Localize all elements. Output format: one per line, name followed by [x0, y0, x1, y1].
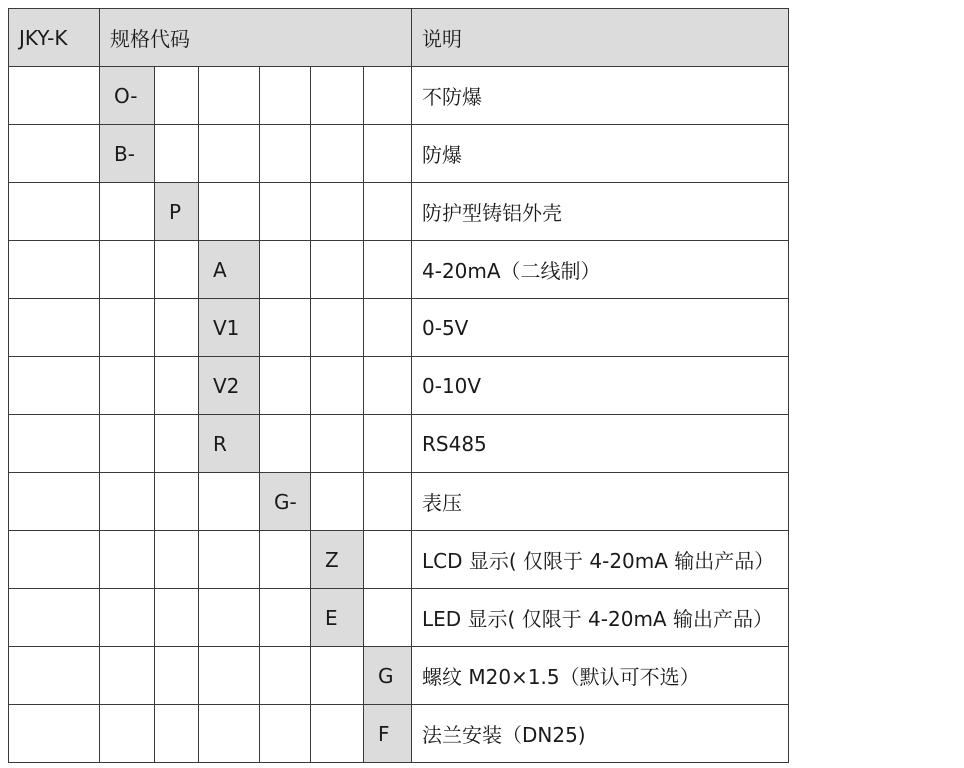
empty-cell: [311, 183, 364, 241]
empty-cell: [260, 241, 311, 299]
empty-cell: [9, 531, 100, 589]
empty-cell: [311, 299, 364, 357]
empty-cell: [100, 299, 155, 357]
empty-cell: [260, 125, 311, 183]
empty-cell: [100, 531, 155, 589]
empty-cell: [155, 357, 199, 415]
empty-cell: [155, 531, 199, 589]
row-description: LED 显示( 仅限于 4-20mA 输出产品）: [412, 589, 789, 647]
empty-cell: [100, 705, 155, 763]
empty-cell: [260, 299, 311, 357]
empty-cell: [364, 299, 412, 357]
header-row: [9, 9, 789, 67]
table-row: [9, 531, 789, 589]
empty-cell: [311, 357, 364, 415]
row-description: 防爆: [412, 125, 789, 183]
empty-cell: [199, 705, 260, 763]
table-row: [9, 415, 789, 473]
empty-cell: [311, 67, 364, 125]
empty-cell: [199, 183, 260, 241]
empty-cell: [311, 415, 364, 473]
table-row: [9, 183, 789, 241]
empty-cell: [260, 357, 311, 415]
empty-cell: [9, 705, 100, 763]
empty-cell: [311, 473, 364, 531]
empty-cell: [155, 125, 199, 183]
description-header: 说明: [412, 9, 789, 67]
empty-cell: [9, 589, 100, 647]
row-code: O-: [100, 67, 155, 125]
empty-cell: [199, 531, 260, 589]
empty-cell: [100, 241, 155, 299]
table-row: [9, 241, 789, 299]
empty-cell: [9, 299, 100, 357]
table-row: [9, 473, 789, 531]
empty-cell: [260, 647, 311, 705]
row-description: 表压: [412, 473, 789, 531]
empty-cell: [364, 589, 412, 647]
empty-cell: [9, 241, 100, 299]
row-description: 不防爆: [412, 67, 789, 125]
empty-cell: [260, 705, 311, 763]
empty-cell: [9, 647, 100, 705]
row-description: RS485: [412, 415, 789, 473]
table-row: [9, 125, 789, 183]
row-code: P: [155, 183, 199, 241]
empty-cell: [311, 241, 364, 299]
row-description: 防护型铸铝外壳: [412, 183, 789, 241]
empty-cell: [364, 415, 412, 473]
empty-cell: [155, 589, 199, 647]
empty-cell: [311, 647, 364, 705]
spec-code-table: [8, 8, 789, 763]
empty-cell: [9, 473, 100, 531]
empty-cell: [9, 357, 100, 415]
empty-cell: [260, 183, 311, 241]
empty-cell: [100, 415, 155, 473]
empty-cell: [311, 125, 364, 183]
table-row: [9, 357, 789, 415]
model-header: JKY-K: [9, 9, 100, 67]
empty-cell: [9, 415, 100, 473]
empty-cell: [155, 299, 199, 357]
table-row: [9, 589, 789, 647]
empty-cell: [364, 357, 412, 415]
empty-cell: [9, 183, 100, 241]
spec-code-header: 规格代码: [100, 9, 412, 67]
row-description: 法兰安装（DN25): [412, 705, 789, 763]
row-code: R: [199, 415, 260, 473]
empty-cell: [199, 67, 260, 125]
empty-cell: [364, 183, 412, 241]
empty-cell: [260, 67, 311, 125]
empty-cell: [364, 531, 412, 589]
row-description: 螺纹 M20×1.5（默认可不选）: [412, 647, 789, 705]
empty-cell: [100, 183, 155, 241]
empty-cell: [155, 705, 199, 763]
table-row: [9, 67, 789, 125]
empty-cell: [9, 125, 100, 183]
row-description: 0-5V: [412, 299, 789, 357]
table-row: [9, 299, 789, 357]
empty-cell: [100, 473, 155, 531]
row-code: F: [364, 705, 412, 763]
empty-cell: [155, 241, 199, 299]
row-code: V1: [199, 299, 260, 357]
spec-table-body: [9, 9, 789, 763]
empty-cell: [199, 473, 260, 531]
row-description: LCD 显示( 仅限于 4-20mA 输出产品）: [412, 531, 789, 589]
empty-cell: [155, 473, 199, 531]
empty-cell: [100, 357, 155, 415]
row-code: A: [199, 241, 260, 299]
empty-cell: [155, 647, 199, 705]
table-row: [9, 705, 789, 763]
row-code: G-: [260, 473, 311, 531]
empty-cell: [199, 647, 260, 705]
row-code: E: [311, 589, 364, 647]
empty-cell: [9, 67, 100, 125]
empty-cell: [260, 589, 311, 647]
empty-cell: [155, 67, 199, 125]
row-code: V2: [199, 357, 260, 415]
empty-cell: [364, 125, 412, 183]
row-code: B-: [100, 125, 155, 183]
empty-cell: [364, 67, 412, 125]
row-code: G: [364, 647, 412, 705]
empty-cell: [199, 589, 260, 647]
row-description: 4-20mA（二线制）: [412, 241, 789, 299]
empty-cell: [199, 125, 260, 183]
empty-cell: [364, 241, 412, 299]
empty-cell: [100, 589, 155, 647]
empty-cell: [260, 531, 311, 589]
empty-cell: [311, 705, 364, 763]
empty-cell: [100, 647, 155, 705]
row-description: 0-10V: [412, 357, 789, 415]
empty-cell: [260, 415, 311, 473]
row-code: Z: [311, 531, 364, 589]
table-row: [9, 647, 789, 705]
empty-cell: [364, 473, 412, 531]
empty-cell: [155, 415, 199, 473]
